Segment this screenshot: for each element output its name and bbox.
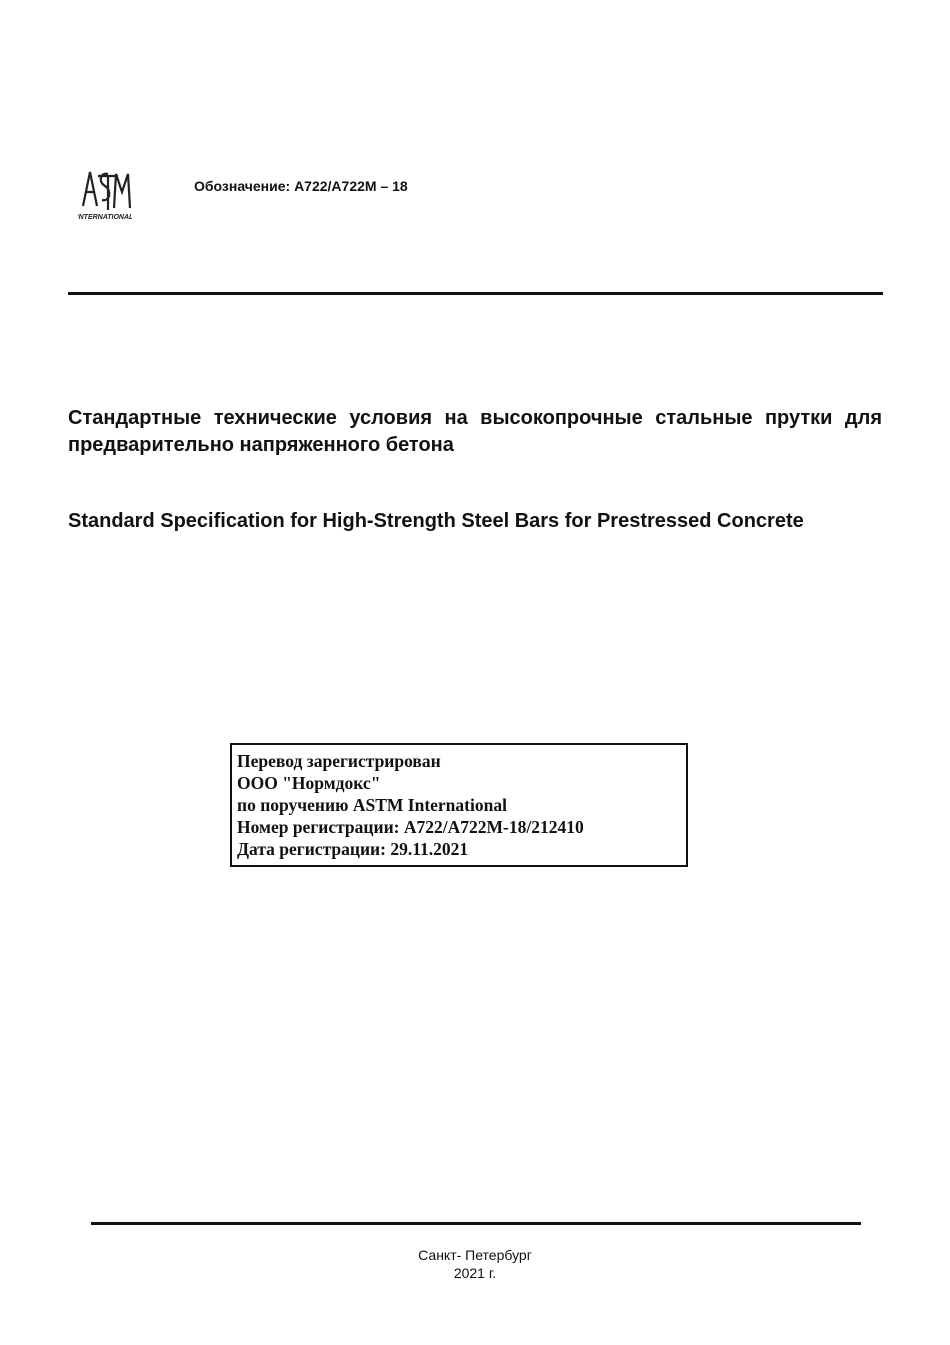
footer-city: Санкт- Петербург: [418, 1247, 532, 1263]
title-english: Standard Specification for High-Strength Steel Bars for Prestressed Concrete: [68, 510, 804, 532]
registration-line: по поручению ASTM International: [237, 795, 507, 815]
registration-date: Дата регистрации: 29.11.2021: [237, 839, 469, 859]
registration-number: Номер регистрации: A722/A722M-18/212410: [237, 817, 584, 837]
footer-year: 2021 г.: [453, 1265, 497, 1281]
bottom-divider: [91, 1222, 861, 1225]
designation: Обозначение: A722/A722M – 18: [194, 178, 408, 194]
registration-line: ООО "Нормдокс": [237, 773, 381, 793]
svg-text:INTERNATIONAL: INTERNATIONAL: [78, 214, 132, 221]
top-divider: [68, 292, 883, 295]
registration-box: [230, 743, 688, 867]
registration-line: Перевод зарегистрирован: [237, 751, 441, 771]
title-russian: Стандартные технические условия на высокопрочные стальные прутки для предварительно напряженного бетона: [68, 407, 882, 456]
footer: [0, 1246, 950, 1282]
astm-logo: [78, 166, 132, 222]
